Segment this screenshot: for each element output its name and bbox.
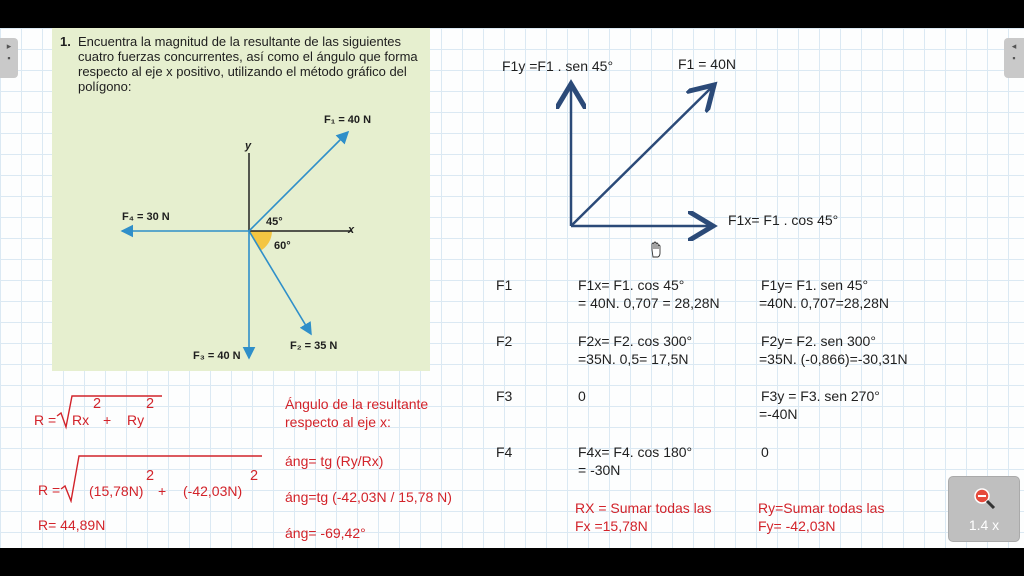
angle-line-2: áng=tg (-42,03N / 15,78 N) xyxy=(285,489,452,505)
whiteboard-canvas xyxy=(0,28,1024,548)
angle-heading-1: Ángulo de la resultante xyxy=(285,396,429,412)
angle-line-3: áng= -69,42° xyxy=(285,525,366,541)
right-toggle-icon: ◂ ▪ xyxy=(1011,41,1017,63)
problem-number: 1. xyxy=(60,34,71,49)
r-sub-b: (-42,03N) xyxy=(183,483,243,499)
r-formula-prefix: R = xyxy=(34,412,57,428)
r-formula-exp-b: 2 xyxy=(146,396,155,412)
row-f4-name: F4 xyxy=(496,444,513,460)
left-panel-toggle[interactable] xyxy=(0,38,18,78)
row-f2-x1: F2x= F2. cos 300° xyxy=(578,333,693,349)
force-diagram xyxy=(52,28,430,371)
f2-label: F₂ = 35 N xyxy=(290,340,338,352)
r-sub-a: (15,78N) xyxy=(89,483,144,499)
row-f1-y2: =40N. 0,707=28,28N xyxy=(759,295,889,311)
f1-arrow xyxy=(571,85,714,226)
r-sub-exp-a: 2 xyxy=(146,468,155,484)
f1-decomposition-sketch xyxy=(540,68,740,248)
row-f1-x1: F1x= F1. cos 45° xyxy=(578,277,685,293)
sum-x-line2: Fx =15,78N xyxy=(575,518,648,534)
sum-y-line2: Fy= -42,03N xyxy=(758,518,836,534)
problem-panel xyxy=(52,28,430,371)
r-formula-plus: + xyxy=(103,412,112,428)
hand-cursor-icon xyxy=(649,241,663,259)
row-f3-name: F3 xyxy=(496,388,513,404)
f3-label: F₃ = 40 N xyxy=(193,350,241,362)
angle-line-1: áng= tg (Ry/Rx) xyxy=(285,453,384,469)
f1y-label: F1y =F1 . sen 45° xyxy=(502,58,614,74)
zoom-out-icon[interactable] xyxy=(971,485,997,511)
r-formula-rx: Rx xyxy=(72,412,90,428)
sum-x-line1: RX = Sumar todas las xyxy=(575,500,712,516)
angle-45-label: 45° xyxy=(266,216,283,228)
right-panel-toggle[interactable] xyxy=(1004,38,1024,78)
r-value: R= 44,89N xyxy=(38,517,106,533)
f1-vector xyxy=(249,132,348,231)
row-f1-y1: F1y= F1. sen 45° xyxy=(761,277,869,293)
r-sub-exp-b: 2 xyxy=(250,468,259,484)
left-toggle-icon: ▸ ▪ xyxy=(6,41,12,63)
row-f1-name: F1 xyxy=(496,277,513,293)
row-f4-y1: 0 xyxy=(761,444,769,460)
r-sub-plus: + xyxy=(158,483,167,499)
row-f2-y2: =35N. (-0,866)=-30,31N xyxy=(759,351,908,367)
x-axis-label: x xyxy=(348,224,355,236)
r-sub-prefix: R = xyxy=(38,482,61,498)
row-f1-x2: = 40N. 0,707 = 28,28N xyxy=(578,295,720,311)
zoom-control[interactable] xyxy=(948,476,1020,542)
row-f4-x2: = -30N xyxy=(578,462,621,478)
row-f2-name: F2 xyxy=(496,333,513,349)
f4-label: F₄ = 30 N xyxy=(122,211,170,223)
f1-magnitude-label: F1 = 40N xyxy=(678,56,736,72)
f1-label: F₁ = 40 N xyxy=(324,114,372,126)
r-formula-exp-a: 2 xyxy=(93,396,102,412)
row-f3-y2: =-40N xyxy=(759,406,798,422)
row-f4-x1: F4x= F4. cos 180° xyxy=(578,444,693,460)
angle-60-label: 60° xyxy=(274,240,291,252)
zoom-level: 1.4 x xyxy=(968,517,1000,533)
row-f3-x1: 0 xyxy=(578,388,586,404)
r-formula-ry: Ry xyxy=(127,412,145,428)
sum-y-line1: Ry=Sumar todas las xyxy=(758,500,885,516)
angle-60-wedge xyxy=(249,231,272,251)
row-f2-x2: =35N. 0,5= 17,5N xyxy=(578,351,689,367)
row-f2-y1: F2y= F2. sen 300° xyxy=(761,333,876,349)
problem-text: Encuentra la magnitud de la resultante de las siguientes cuatro fuerzas concurrentes, así como el ángulo que forma respecto al eje x positivo, utilizando el método gráfico del polígono: xyxy=(78,34,418,94)
row-f3-y1: F3y = F3. sen 270° xyxy=(761,388,880,404)
y-axis-label: y xyxy=(245,140,252,152)
f1x-label: F1x= F1 . cos 45° xyxy=(728,212,839,228)
angle-heading-2: respecto al eje x: xyxy=(285,414,391,430)
